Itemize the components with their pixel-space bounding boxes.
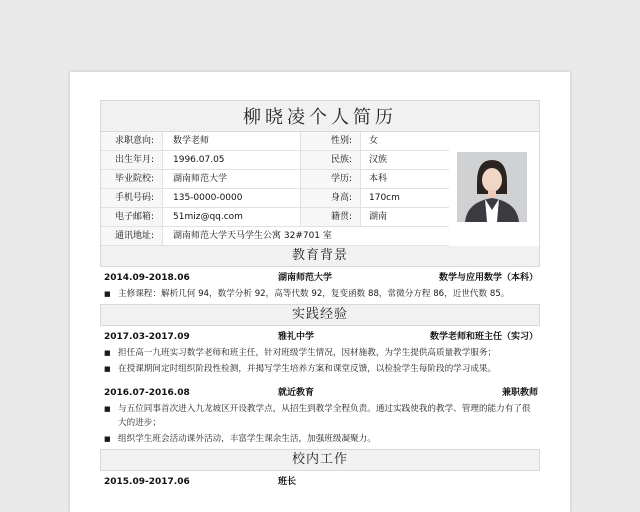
photo-cell [449,132,539,246]
entry-header [100,382,540,400]
education-entry [100,267,540,301]
bullet-icon: ■ [104,435,111,443]
info-value: 女 [361,132,451,150]
section-heading-practice: 实践经验 [100,304,540,326]
resume-title: 柳晓凌个人简历 [100,100,540,132]
entry-date: 2016.07-2016.08 [104,388,190,398]
bullet-text: 与五位同事首次进入九龙坡区开设教学点，从招生到教学全程负责。通过实践使我的教学、管理的能力有了很大的进步； [118,404,531,428]
entry-date: 2017.03-2017.09 [104,332,190,342]
info-label: 籍贯: [301,208,361,226]
entry-org: 湖南师范大学 [278,273,333,283]
info-label: 民族: [301,151,361,169]
info-label: 身高: [301,189,361,207]
info-label: 学历: [301,170,361,188]
entry-org: 班长 [278,477,297,487]
entry-role: 兼职教师 [501,388,538,398]
practice-entry [100,326,540,376]
entry-org: 雅礼中学 [278,332,315,342]
bullet-icon: ■ [104,405,111,413]
bullet-text: 在授课期间定时组织阶段性检测，并揭写学生培养方案和课堂反馈，以检验学生每阶段的学习成果。 [118,364,497,374]
info-value: 湖南 [361,208,451,226]
info-value: 170cm [361,189,451,207]
info-label: 手机号码: [101,189,163,207]
bullet-icon: ■ [104,365,111,373]
info-value: 数学老师 [163,132,301,150]
info-label: 性别: [301,132,361,150]
bullet-text: 主修课程：解析几何 94，数学分析 92，高等代数 92，复变函数 88，常微分方程 86，近世代数 85。 [118,289,510,299]
personal-info-table [100,132,540,246]
info-label: 毕业院校: [101,170,163,188]
entry-header [100,326,540,344]
info-value: 汉族 [361,151,451,169]
section-heading-education: 教育背景 [100,246,540,267]
info-label: 电子邮箱: [101,208,163,226]
entry-role: 数学与应用数学（本科） [438,273,538,283]
info-label: 通讯地址: [101,227,163,245]
section-heading-campus: 校内工作 [100,449,540,471]
info-value: 135-0000-0000 [163,189,301,207]
profile-photo [457,152,527,222]
entry-role: 数学老师和班主任（实习） [429,332,538,342]
entry-date: 2015.09-2017.06 [104,477,190,487]
bullet-icon: ■ [104,349,111,357]
list-item [100,285,540,301]
portrait-image [457,152,527,222]
info-value: 51miz@qq.com [163,208,301,226]
info-value: 本科 [361,170,451,188]
bullet-text: 组织学生班会活动课外活动，丰富学生课余生活，加强班级凝聚力。 [118,434,376,444]
list-item [100,360,540,376]
entry-org: 就近教育 [278,388,315,398]
bullet-text: 担任高一九班实习数学老师和班主任，针对班级学生情况，因材施教，为学生提供高质量教学服务； [118,348,497,358]
resume-sheet [100,100,540,489]
entry-date: 2014.09-2018.06 [104,273,190,283]
list-item [100,400,540,430]
bullet-icon: ■ [104,290,111,298]
entry-header [100,471,540,489]
entry-header [100,267,540,285]
campus-entry [100,471,540,489]
practice-entry [100,382,540,446]
info-value: 1996.07.05 [163,151,301,169]
list-item [100,344,540,360]
info-value: 湖南师范大学天马学生公寓 32#701 室 [173,231,332,241]
info-value: 湖南师范大学 [163,170,301,188]
info-label: 出生年月: [101,151,163,169]
list-item [100,430,540,446]
resume-page [70,72,570,512]
info-label: 求职意向: [101,132,163,150]
